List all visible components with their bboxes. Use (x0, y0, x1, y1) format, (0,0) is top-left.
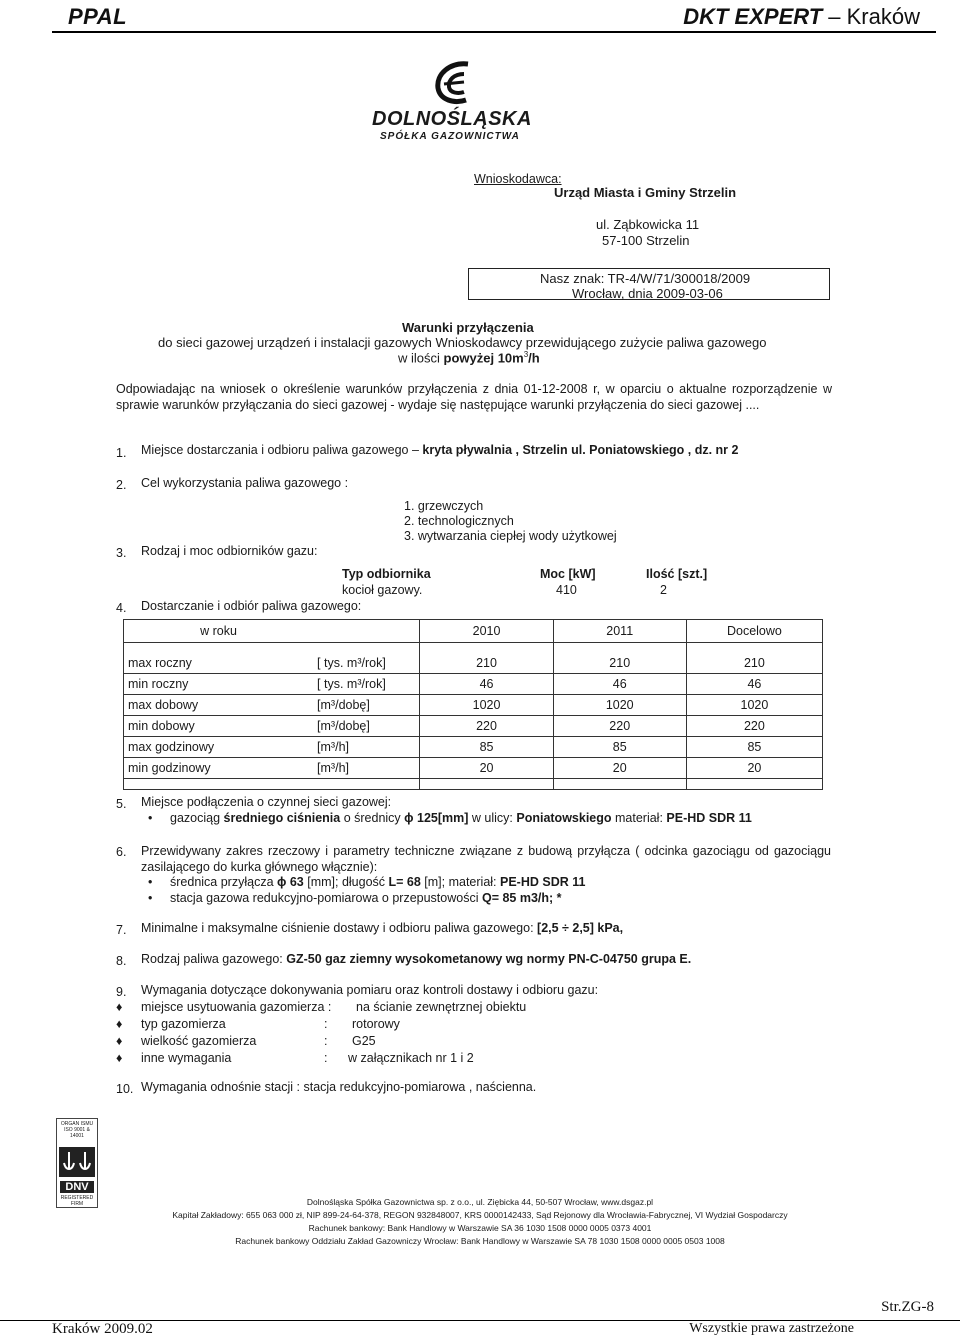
text: gazociąg (170, 811, 224, 825)
bullet-icon: • (148, 875, 153, 889)
text: [2,5 ÷ 2,5] kPa, (537, 921, 624, 935)
meter-size-label: wielkość gazomierza (141, 1034, 257, 1048)
item-10-number: 10. (116, 1082, 134, 1096)
header-company: PPAL (68, 4, 128, 29)
subtitle-prefix: w ilości (398, 350, 444, 366)
row-value-2011: 210 (553, 653, 686, 674)
text: ϕ 125[mm] (404, 811, 469, 825)
item-2-number: 2. (116, 478, 127, 492)
row-unit: [m³/dobę] (313, 716, 420, 737)
text: w ulicy: (468, 811, 517, 825)
text: stacja gazowa redukcyjno-pomiarowa o przepustowości (170, 891, 482, 905)
row-label: max godzinowy (124, 737, 314, 758)
row-label: max dobowy (124, 695, 314, 716)
purpose-2: 2. technologicznych (404, 514, 514, 528)
diamond-bullet-icon: ♦ (116, 1051, 123, 1065)
subtitle-volume: powyżej 10m (443, 350, 524, 366)
item-10-text: Wymagania odnośnie stacji : stacja redukcyjno-pomiarowa , naścienna. (141, 1080, 537, 1094)
text: GZ-50 gaz ziemny wysokometanowy wg normy PN-C-04750 grupa E. (286, 952, 692, 966)
meter-size-sep: : (324, 1034, 328, 1048)
other-req-sep: : (324, 1051, 328, 1065)
meter-location-value: na ścianie zewnętrznej obiektu (356, 1000, 527, 1014)
text: materiał: (611, 811, 667, 825)
receiver-power: 410 (556, 583, 577, 597)
row-value-2010: 220 (420, 716, 553, 737)
receiver-count-header: Ilość [szt.] (646, 567, 708, 581)
row-value-2010: 1020 (420, 695, 553, 716)
row-value-2011: 1020 (553, 695, 686, 716)
header-rule (52, 31, 936, 33)
document-title: Warunki przyłączenia (402, 320, 534, 335)
document-subtitle: do sieci gazowej urządzeń i instalacji gazowych Wnioskodawcy przewidującego zużycie paliwa gazowego (158, 335, 767, 350)
page-number: Str.ZG-8 (881, 1299, 934, 1315)
table-header-2011: 2011 (553, 620, 686, 643)
item-3-number: 3. (116, 546, 127, 560)
text: średnica przyłącza (170, 875, 277, 889)
row-label: min roczny (124, 674, 314, 695)
table-header-target: Docelowo (686, 620, 822, 643)
gas-demand-table (123, 619, 823, 790)
row-value-2010: 46 (420, 674, 553, 695)
applicant-city: 57-100 Strzelin (602, 233, 690, 248)
row-unit: [m³/h] (313, 737, 420, 758)
receiver-type-header: Typ odbiornika (342, 567, 431, 581)
receiver-power-header: Moc [kW] (540, 567, 596, 581)
footer-place-date: Kraków 2009.02 (52, 1321, 153, 1337)
item-9-number: 9. (116, 985, 127, 999)
item-4-text: Dostarczanie i odbiór paliwa gazowego: (141, 599, 362, 613)
other-req-value: w załącznikach nr 1 i 2 (348, 1051, 474, 1065)
table-row (124, 758, 823, 779)
cert-bottom-text: REGISTERED FIRM (60, 1195, 94, 1207)
diamond-bullet-icon: ♦ (116, 1017, 123, 1031)
anchor-icon (59, 1147, 95, 1177)
reference-date: Wrocław, dnia 2009-03-06 (572, 286, 723, 301)
item-8-text (141, 952, 691, 966)
table-header-unit (313, 620, 420, 643)
footer-line: Rachunek bankowy Oddziału Zakład Gazowniczy Wrocław: Bank Handlowy w Warszawie SA 78 1030 1508 0000 0005 0503 1008 (235, 1236, 725, 1246)
header-place: – Kraków (822, 4, 920, 29)
item-5-text: Miejsce podłączenia o czynnej sieci gazowej: (141, 795, 392, 809)
table-row (124, 695, 823, 716)
subtitle-sup: 3 (523, 350, 529, 359)
text: Rodzaj paliwa gazowego: (141, 952, 287, 966)
row-label: min godzinowy (124, 758, 314, 779)
company-logo-subtitle: SPÓŁKA GAZOWNICTWA (380, 131, 520, 142)
table-row (124, 653, 823, 674)
text: Poniatowskiego (516, 811, 612, 825)
footer-rights: Wszystkie prawa zastrzeżone (689, 1321, 854, 1336)
row-unit: [m³/dobę] (313, 695, 420, 716)
text: [m]; materiał: (420, 875, 500, 889)
meter-type-value: rotorowy (352, 1017, 400, 1031)
item-5-number: 5. (116, 797, 127, 811)
table-row (124, 737, 823, 758)
meter-size-value: G25 (352, 1034, 376, 1048)
item-9-text: Wymagania dotyczące dokonywania pomiaru oraz kontroli dostawy i odbioru gazu: (141, 983, 599, 997)
purpose-3: 3. wytwarzania ciepłej wody użytkowej (404, 529, 617, 543)
text: ϕ 63 (277, 875, 304, 889)
header-brand-name: DKT EXPERT (683, 4, 823, 29)
footer-line: Dolnośląska Spółka Gazownictwa sp. z o.o., ul. Ziębicka 44, 50-507 Wrocław, www.dsgaz.pl (306, 1197, 654, 1207)
row-unit: [m³/h] (313, 758, 420, 779)
header-brand (683, 4, 920, 30)
row-value-target: 1020 (686, 695, 822, 716)
diamond-bullet-icon: ♦ (116, 1000, 123, 1014)
meter-location-label: miejsce usytuowania gazomierza : (141, 1000, 332, 1014)
subtitle-unit: /h (528, 350, 540, 366)
text: PE-HD SDR 11 (500, 875, 586, 889)
item-1-text (141, 443, 738, 457)
row-value-2010: 85 (420, 737, 553, 758)
text: o średnicy (340, 811, 405, 825)
table-header-2010: 2010 (420, 620, 553, 643)
item-1-label: Miejsce dostarczania i odbioru paliwa gazowego – (141, 443, 423, 457)
item-4-number: 4. (116, 601, 127, 615)
other-req-label: inne wymagania (141, 1051, 232, 1065)
row-value-target: 220 (686, 716, 822, 737)
bullet-icon: • (148, 811, 153, 825)
item-7-text (141, 921, 623, 935)
item-5-bullet (170, 811, 752, 825)
footer-line: Rachunek bankowy: Bank Handlowy w Warszawie SA 36 1030 1508 0000 0005 0373 4001 (308, 1223, 652, 1233)
row-label: max roczny (124, 653, 314, 674)
gas-flame-logo-icon (428, 60, 478, 106)
text: [mm]; długość (303, 875, 389, 889)
row-value-2011: 20 (553, 758, 686, 779)
applicant-name: Urząd Miasta i Gminy Strzelin (554, 185, 737, 200)
row-value-target: 46 (686, 674, 822, 695)
bullet-icon: • (148, 891, 153, 905)
meter-type-sep: : (324, 1017, 328, 1031)
letter-footer (160, 1196, 800, 1248)
company-logo-name: DOLNOŚLĄSKA (372, 108, 532, 130)
row-value-2010: 210 (420, 653, 553, 674)
row-unit: [ tys. m³/rok] (313, 674, 420, 695)
item-2-text: Cel wykorzystania paliwa gazowego : (141, 476, 349, 490)
receiver-type: kocioł gazowy. (342, 583, 423, 597)
receiver-count: 2 (660, 583, 667, 597)
item-7-number: 7. (116, 923, 127, 937)
row-value-2011: 85 (553, 737, 686, 758)
table-row (124, 716, 823, 737)
cert-top-text: ORGAN ISMU ISO 9001 & 14001 (60, 1121, 94, 1139)
row-value-2010: 20 (420, 758, 553, 779)
reference-number: Nasz znak: TR-4/W/71/300018/2009 (540, 271, 751, 286)
row-unit: [ tys. m³/rok] (313, 653, 420, 674)
applicant-label: Wnioskodawca: (474, 172, 562, 186)
item-6-bullet-2 (170, 891, 562, 905)
item-8-number: 8. (116, 954, 127, 968)
intro-paragraph: Odpowiadając na wniosek o określenie warunków przyłączenia z dnia 01-12-2008 r, w oparciu o aktualne rozporządzenie w sprawie warunków przyłączania do sieci gazowej - wydaje się następujące warunki przyłączenia do sieci gazowej .... (116, 382, 832, 412)
diamond-bullet-icon: ♦ (116, 1034, 123, 1048)
purpose-1: 1. grzewczych (404, 499, 484, 513)
item-6-number: 6. (116, 845, 127, 859)
item-3-text: Rodzaj i moc odbiorników gazu: (141, 544, 318, 558)
cert-mark: DNV (60, 1181, 94, 1193)
document-subtitle-volume (398, 350, 540, 365)
row-value-target: 20 (686, 758, 822, 779)
item-1-location: kryta pływalnia , Strzelin ul. Poniatowskiego , dz. nr 2 (422, 443, 739, 457)
text: L= 68 (388, 875, 421, 889)
item-6-text: Przewidywany zakres rzeczowy i parametry techniczne związane z budową przyłącza ( odcinka gazociągu od gazociągu zasilającego do kurka głównego włącznie): (141, 844, 831, 874)
row-value-2011: 220 (553, 716, 686, 737)
dnv-certification-badge (56, 1118, 98, 1208)
item-1-number: 1. (116, 446, 127, 460)
applicant-street: ul. Ząbkowicka 11 (596, 217, 700, 232)
row-value-target: 210 (686, 653, 822, 674)
text: Minimalne i maksymalne ciśnienie dostawy i odbioru paliwa gazowego: (141, 921, 538, 935)
item-6-bullet-1 (170, 875, 585, 889)
footer-line: Kapitał Zakładowy: 655 063 000 zł, NIP 899-24-64-378, REGON 932848007, KRS 0000142433, Sąd Rejonowy dla Wrocławia-Fabrycznej, VI Wydział Gospodarczy (172, 1210, 788, 1220)
text: PE-HD SDR 11 (666, 811, 752, 825)
meter-type-label: typ gazomierza (141, 1017, 226, 1031)
text: Q= 85 m3/h; * (481, 891, 562, 905)
row-value-2011: 46 (553, 674, 686, 695)
table-header-row (124, 620, 823, 643)
table-header-year: w roku (124, 620, 314, 643)
table-row (124, 674, 823, 695)
row-label: min dobowy (124, 716, 314, 737)
row-value-target: 85 (686, 737, 822, 758)
text: średniego ciśnienia (223, 811, 341, 825)
